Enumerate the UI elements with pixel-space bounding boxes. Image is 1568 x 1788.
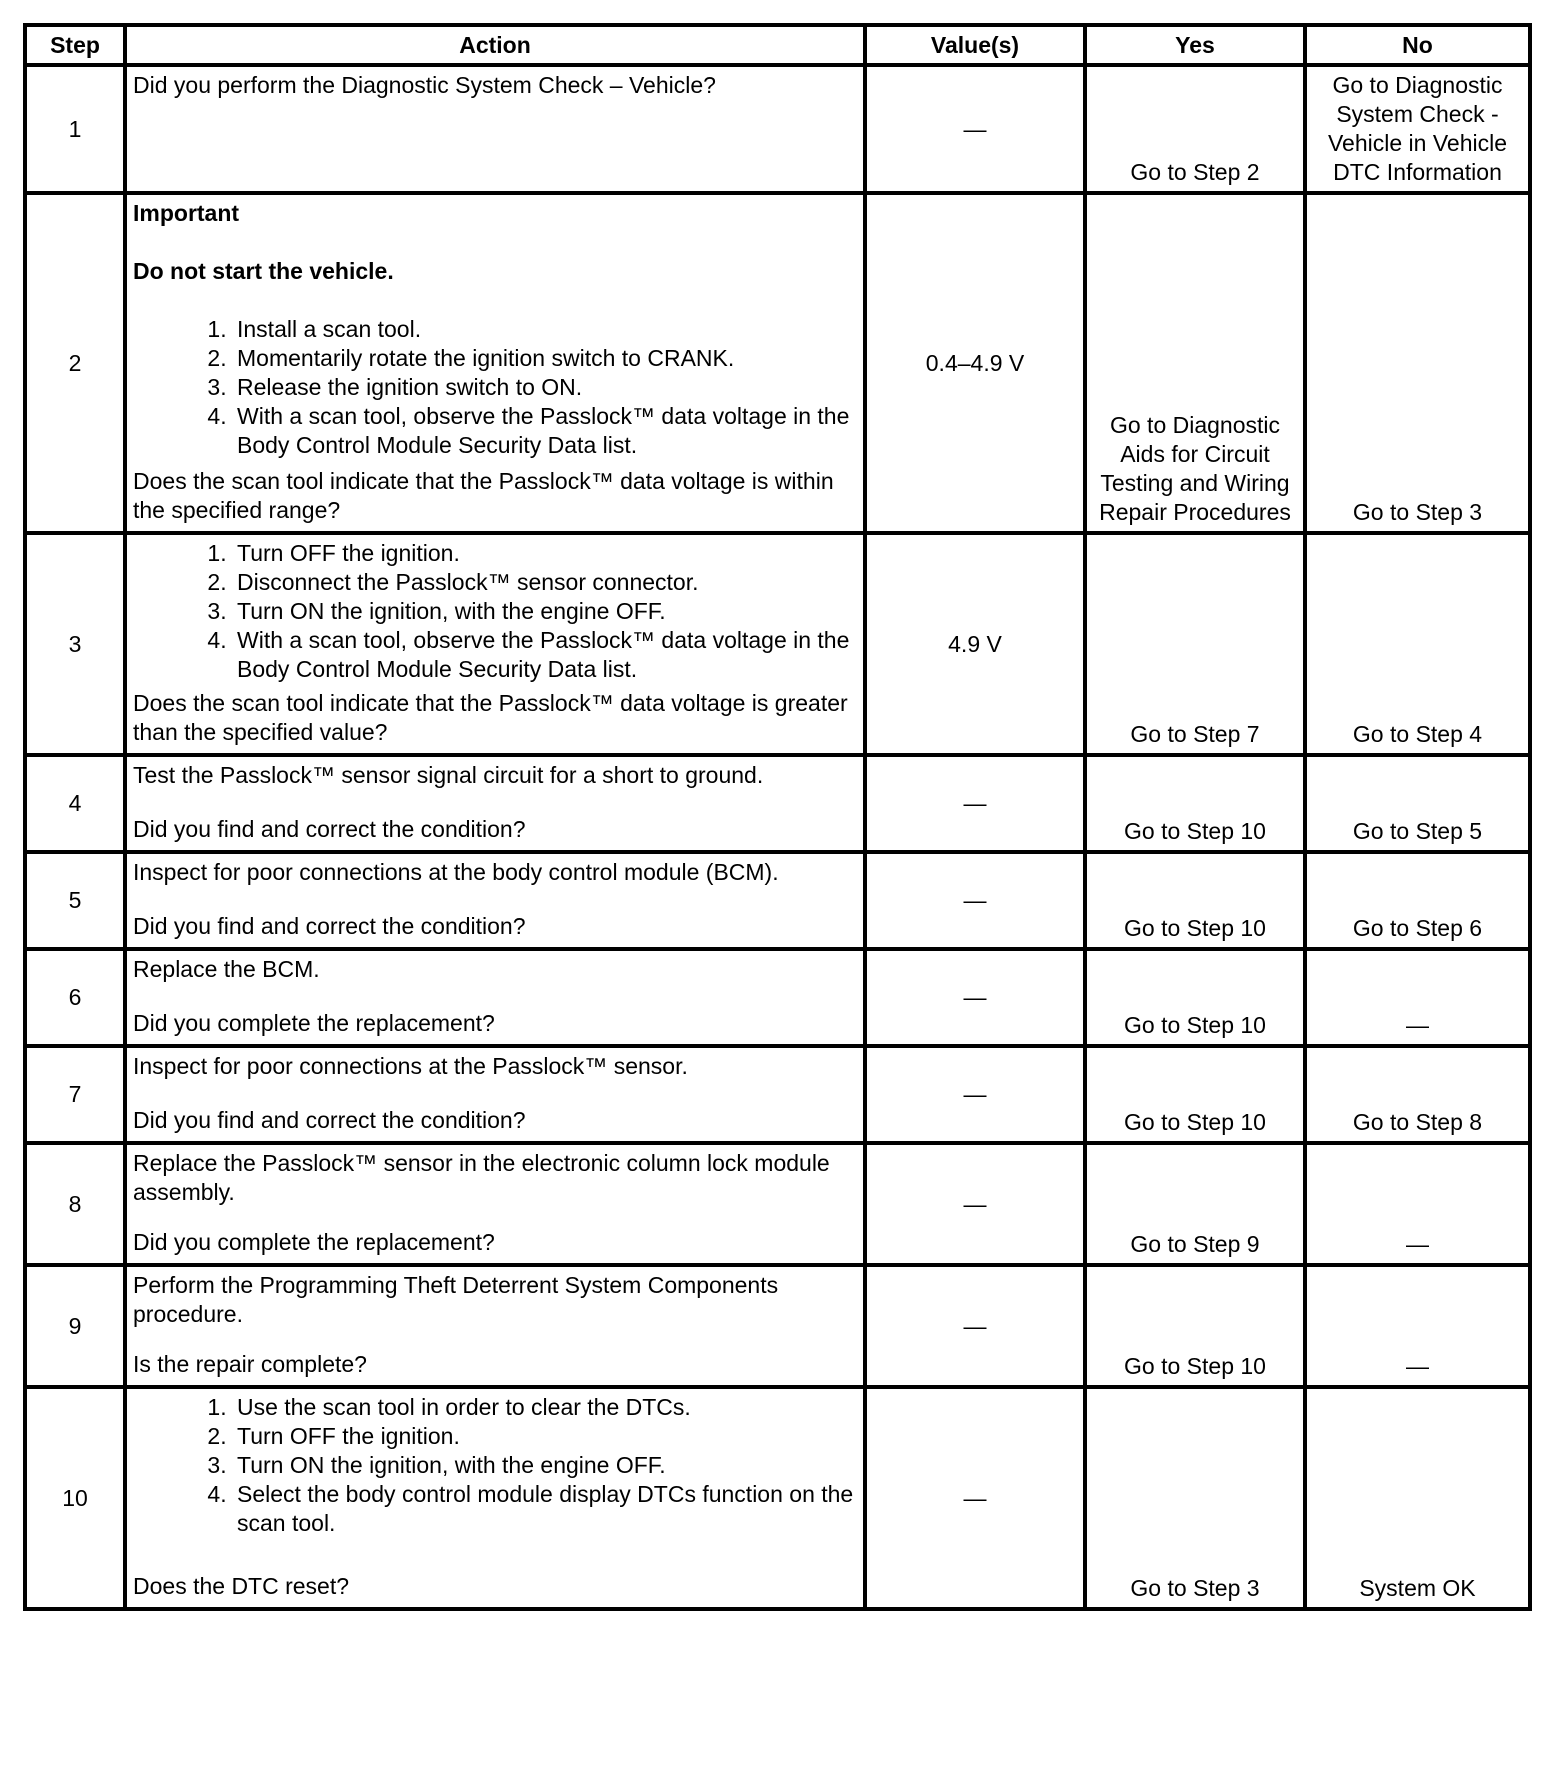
action-cell [125, 1265, 865, 1387]
no-cell: Go to Step 5 [1305, 755, 1530, 852]
step-number: 8 [25, 1143, 125, 1265]
no-cell: — [1305, 949, 1530, 1046]
value-cell: — [865, 65, 1085, 193]
no-cell: Go to Step 4 [1305, 533, 1530, 755]
action-text: Test the Passlock™ sensor signal circuit for a short to ground. [133, 762, 764, 788]
action-cell [125, 65, 865, 193]
yes-cell: Go to Step 10 [1085, 852, 1305, 949]
list-item: 1. Install a scan tool. [233, 315, 857, 344]
value-cell: — [865, 1265, 1085, 1387]
header-row [25, 25, 1530, 65]
action-text: Inspect for poor connections at the Passlock™ sensor. [133, 1053, 688, 1079]
list-item: 2. Disconnect the Passlock™ sensor connector. [233, 568, 857, 597]
question-text: Did you find and correct the condition? [133, 816, 526, 842]
procedure-list [133, 1393, 857, 1538]
list-item: 3. Turn ON the ignition, with the engine OFF. [233, 1451, 857, 1480]
yes-cell: Go to Step 10 [1085, 755, 1305, 852]
list-item: 2. Momentarily rotate the ignition switch to CRANK. [233, 344, 857, 373]
step-number: 9 [25, 1265, 125, 1387]
action-text: Replace the Passlock™ sensor in the electronic column lock module assembly. [133, 1150, 830, 1205]
yes-cell: Go to Step 9 [1085, 1143, 1305, 1265]
no-cell: Go to Step 6 [1305, 852, 1530, 949]
important-note: Do not start the vehicle. [133, 258, 394, 284]
yes-cell: Go to Step 10 [1085, 1046, 1305, 1143]
action-text: Did you perform the Diagnostic System Check – Vehicle? [133, 72, 716, 98]
list-item: 3. Turn ON the ignition, with the engine OFF. [233, 597, 857, 626]
step-number: 2 [25, 193, 125, 533]
table-row-step-5 [25, 852, 1530, 949]
action-cell [125, 755, 865, 852]
action-cell [125, 1046, 865, 1143]
step-number: 3 [25, 533, 125, 755]
action-cell [125, 1387, 865, 1609]
action-cell [125, 852, 865, 949]
table-row-step-6 [25, 949, 1530, 1046]
header-yes: Yes [1085, 25, 1305, 65]
yes-cell: Go to Step 2 [1085, 65, 1305, 193]
action-cell [125, 949, 865, 1046]
question-text: Does the DTC reset? [133, 1573, 350, 1599]
no-cell: Go to Step 3 [1305, 193, 1530, 533]
no-cell: Go to Diagnostic System Check - Vehicle in Vehicle DTC Information [1305, 65, 1530, 193]
action-cell [125, 533, 865, 755]
question-text: Did you complete the replacement? [133, 1010, 495, 1036]
value-cell: — [865, 949, 1085, 1046]
no-cell: — [1305, 1265, 1530, 1387]
list-item: 4. With a scan tool, observe the Passlock™ data voltage in the Body Control Module Security Data list. [233, 626, 857, 684]
yes-cell: Go to Step 10 [1085, 949, 1305, 1046]
action-text: Inspect for poor connections at the body control module (BCM). [133, 859, 779, 885]
step-number: 6 [25, 949, 125, 1046]
table-row-step-3 [25, 533, 1530, 755]
table-row-step-10 [25, 1387, 1530, 1609]
question-text: Does the scan tool indicate that the Passlock™ data voltage is greater than the specified value? [133, 690, 848, 745]
list-item: 1. Use the scan tool in order to clear the DTCs. [233, 1393, 857, 1422]
question-text: Is the repair complete? [133, 1351, 367, 1377]
value-cell: — [865, 1143, 1085, 1265]
question-text: Does the scan tool indicate that the Passlock™ data voltage is within the specified range? [133, 468, 834, 523]
header-step: Step [25, 25, 125, 65]
important-label: Important [133, 200, 240, 226]
no-cell: System OK [1305, 1387, 1530, 1609]
action-cell [125, 1143, 865, 1265]
yes-cell: Go to Step 10 [1085, 1265, 1305, 1387]
diagnostic-table-document [23, 23, 1528, 1611]
header-values: Value(s) [865, 25, 1085, 65]
table-row-step-8 [25, 1143, 1530, 1265]
step-number: 10 [25, 1387, 125, 1609]
yes-cell: Go to Step 3 [1085, 1387, 1305, 1609]
value-cell: — [865, 755, 1085, 852]
table-row-step-1 [25, 65, 1530, 193]
no-cell: — [1305, 1143, 1530, 1265]
list-item: 3. Release the ignition switch to ON. [233, 373, 857, 402]
value-cell: 0.4–4.9 V [865, 193, 1085, 533]
header-no: No [1305, 25, 1530, 65]
step-number: 7 [25, 1046, 125, 1143]
action-cell [125, 193, 865, 533]
value-cell: — [865, 1387, 1085, 1609]
value-cell: — [865, 852, 1085, 949]
list-item: 4. Select the body control module display DTCs function on the scan tool. [233, 1480, 857, 1538]
list-item: 4. With a scan tool, observe the Passlock™ data voltage in the Body Control Module Security Data list. [233, 402, 857, 460]
list-item: 1. Turn OFF the ignition. [233, 539, 857, 568]
no-cell: Go to Step 8 [1305, 1046, 1530, 1143]
yes-cell: Go to Step 7 [1085, 533, 1305, 755]
question-text: Did you find and correct the condition? [133, 913, 526, 939]
step-number: 5 [25, 852, 125, 949]
action-text: Replace the BCM. [133, 956, 320, 982]
procedure-list [133, 539, 857, 684]
step-number: 1 [25, 65, 125, 193]
step-number: 4 [25, 755, 125, 852]
question-text: Did you complete the replacement? [133, 1229, 495, 1255]
procedure-list [133, 315, 857, 460]
list-item: 2. Turn OFF the ignition. [233, 1422, 857, 1451]
diagnostic-table [23, 23, 1532, 1611]
table-row-step-9 [25, 1265, 1530, 1387]
action-text: Perform the Programming Theft Deterrent System Components procedure. [133, 1272, 779, 1327]
table-row-step-4 [25, 755, 1530, 852]
value-cell: 4.9 V [865, 533, 1085, 755]
yes-cell: Go to Diagnostic Aids for Circuit Testing and Wiring Repair Procedures [1085, 193, 1305, 533]
header-action: Action [125, 25, 865, 65]
table-row-step-2 [25, 193, 1530, 533]
value-cell: — [865, 1046, 1085, 1143]
table-row-step-7 [25, 1046, 1530, 1143]
question-text: Did you find and correct the condition? [133, 1107, 526, 1133]
